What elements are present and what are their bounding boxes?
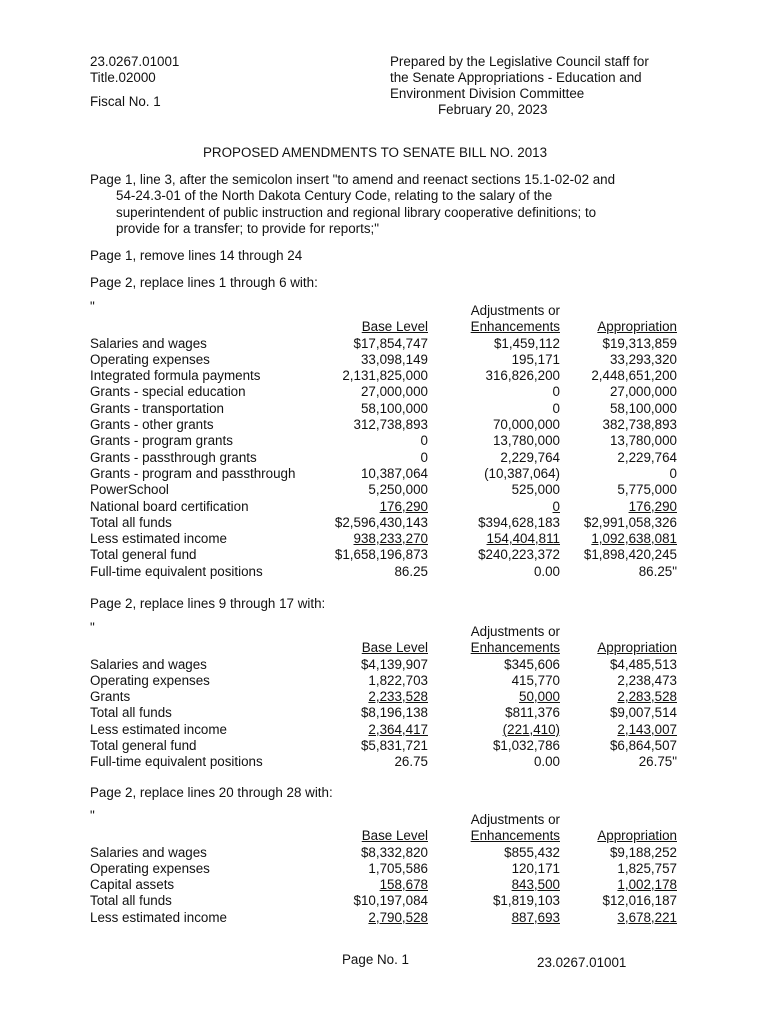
base-level-value: 176,290 xyxy=(379,498,428,514)
base-level-value: 2,131,825,000 xyxy=(342,368,428,384)
row-label: Full-time equivalent positions xyxy=(90,563,263,579)
base-level-value: $1,658,196,873 xyxy=(334,547,428,563)
row-label: Operating expenses xyxy=(90,672,210,688)
row-label: National board certification xyxy=(90,498,249,514)
row-label: Salaries and wages xyxy=(90,844,207,860)
table-row xyxy=(90,754,680,770)
appropriation-value: 58,100,000 xyxy=(609,400,677,416)
row-label: PowerSchool xyxy=(90,482,169,498)
appropriation-table xyxy=(90,299,680,580)
table-row xyxy=(90,547,680,563)
adjustment-value: 887,693 xyxy=(511,909,560,925)
adjustment-value: 316,826,200 xyxy=(485,368,560,384)
appropriation-value: 33,293,320 xyxy=(609,351,677,367)
adjustment-value: 415,770 xyxy=(511,672,560,688)
base-level-value: 2,233,528 xyxy=(368,689,428,705)
table-row xyxy=(90,531,680,547)
column-header-appropriation: Appropriation xyxy=(597,319,677,335)
table-row xyxy=(90,877,680,893)
base-level-value: $2,596,430,143 xyxy=(334,514,428,530)
column-header-appropriation: Appropriation xyxy=(597,828,677,844)
appropriation-value: 5,775,000 xyxy=(617,482,677,498)
appropriation-value: $9,188,252 xyxy=(609,844,677,860)
row-label: Total general fund xyxy=(90,738,197,754)
appropriation-value: $4,485,513 xyxy=(609,656,677,672)
opening-quote: " xyxy=(90,808,95,823)
amendment-paragraph xyxy=(90,172,650,237)
adjustment-value: 120,171 xyxy=(511,860,560,876)
row-label: Grants - program and passthrough xyxy=(90,465,296,481)
table-row xyxy=(90,722,680,738)
appropriation-value: 2,143,007 xyxy=(617,721,677,737)
base-level-value: $17,854,747 xyxy=(353,335,428,351)
adjustment-value: $394,628,183 xyxy=(478,514,560,530)
adjustment-value: 525,000 xyxy=(511,482,560,498)
base-level-value: $5,831,721 xyxy=(360,738,428,754)
paragraph-line: 54-24.3-01 of the North Dakota Century Code, relating to the salary of the xyxy=(116,188,553,204)
opening-quote: " xyxy=(90,299,95,314)
base-level-value: $8,332,820 xyxy=(360,844,428,860)
appropriation-value: $1,898,420,245 xyxy=(583,547,677,563)
column-header-adjustments-top: Adjustments or xyxy=(470,812,560,827)
appropriation-value: 1,825,757 xyxy=(617,860,677,876)
row-label: Less estimated income xyxy=(90,721,227,737)
row-label: Total all funds xyxy=(90,705,172,721)
row-label: Grants - transportation xyxy=(90,400,224,416)
amendment-instruction: Page 2, replace lines 20 through 28 with: xyxy=(90,785,333,800)
table-row xyxy=(90,352,680,368)
row-label: Less estimated income xyxy=(90,531,227,547)
table-row xyxy=(90,336,680,352)
adjustment-value: 0.00 xyxy=(533,563,560,579)
column-header-base-level: Base Level xyxy=(361,319,428,335)
table-row xyxy=(90,466,680,482)
adjustment-value: $1,459,112 xyxy=(493,335,560,351)
prepared-by-line: Environment Division Committee xyxy=(390,86,585,101)
column-header-adjustments-top: Adjustments or xyxy=(470,624,560,639)
table-row xyxy=(90,845,680,861)
appropriation-value: 1,002,178 xyxy=(617,877,677,893)
base-level-value: 26.75 xyxy=(394,754,428,770)
base-level-value: 27,000,000 xyxy=(360,384,428,400)
column-header-appropriation: Appropriation xyxy=(597,640,677,656)
row-label: Integrated formula payments xyxy=(90,368,261,384)
adjustment-value: 70,000,000 xyxy=(492,417,560,433)
base-level-value: 58,100,000 xyxy=(360,400,428,416)
page-number: Page No. 1 xyxy=(342,952,409,967)
appropriation-value: 1,092,638,081 xyxy=(591,531,677,547)
table-row xyxy=(90,861,680,877)
adjustment-value: 154,404,811 xyxy=(486,531,560,547)
base-level-value: 10,387,064 xyxy=(360,465,428,481)
footer-document-id: 23.0267.01001 xyxy=(537,955,627,970)
column-header-top xyxy=(90,812,680,828)
column-header-row xyxy=(90,828,680,844)
base-level-value: 312,738,893 xyxy=(353,417,428,433)
appropriation-value: 3,678,221 xyxy=(617,909,677,925)
base-level-value: 86.25 xyxy=(394,563,428,579)
row-label: Total all funds xyxy=(90,514,172,530)
appropriation-value: $2,991,058,326 xyxy=(583,514,677,530)
adjustment-value: 195,171 xyxy=(511,351,560,367)
column-header-enhancements: Enhancements xyxy=(470,828,560,844)
document-id: 23.0267.01001 xyxy=(90,54,180,69)
base-level-value: 2,364,417 xyxy=(368,721,428,737)
column-header-top xyxy=(90,303,680,319)
adjustment-value: 0 xyxy=(552,384,560,400)
column-header-base-level: Base Level xyxy=(361,828,428,844)
column-header-row xyxy=(90,319,680,335)
table-row xyxy=(90,673,680,689)
adjustment-value: 843,500 xyxy=(511,877,560,893)
appropriation-value: $9,007,514 xyxy=(609,705,677,721)
row-label: Grants xyxy=(90,689,131,705)
base-level-value: $4,139,907 xyxy=(360,656,428,672)
appropriation-value: 2,238,473 xyxy=(617,672,677,688)
appropriation-table xyxy=(90,808,680,926)
fiscal-number: Fiscal No. 1 xyxy=(90,94,161,109)
base-level-value: 33,098,149 xyxy=(360,351,428,367)
table-row xyxy=(90,689,680,705)
base-level-value: 1,705,586 xyxy=(368,860,428,876)
adjustment-value: 2,229,764 xyxy=(500,449,560,465)
adjustment-value: $345,606 xyxy=(504,656,560,672)
row-label: Total all funds xyxy=(90,893,172,909)
table-row xyxy=(90,657,680,673)
table-row xyxy=(90,705,680,721)
base-level-value: 0 xyxy=(420,449,428,465)
table-row xyxy=(90,564,680,580)
row-label: Capital assets xyxy=(90,877,175,893)
adjustment-value: $1,032,786 xyxy=(492,738,560,754)
row-label: Less estimated income xyxy=(90,909,227,925)
row-label: Salaries and wages xyxy=(90,335,207,351)
adjustment-value: (10,387,064) xyxy=(484,465,560,481)
table-row xyxy=(90,401,680,417)
table-row xyxy=(90,499,680,515)
table-row xyxy=(90,910,680,926)
base-level-value: 938,233,270 xyxy=(353,531,428,547)
base-level-value: 2,790,528 xyxy=(368,909,428,925)
paragraph-line: provide for a transfer; to provide for reports;" xyxy=(116,220,380,236)
table-row xyxy=(90,738,680,754)
row-label: Grants - other grants xyxy=(90,417,214,433)
column-header-enhancements: Enhancements xyxy=(470,319,560,335)
appropriation-value: 0 xyxy=(669,465,677,481)
appropriation-value: 2,448,651,200 xyxy=(591,368,677,384)
table-row xyxy=(90,433,680,449)
adjustment-value: $811,376 xyxy=(505,705,560,721)
row-label: Operating expenses xyxy=(90,860,210,876)
table-row xyxy=(90,384,680,400)
prepared-by-line: the Senate Appropriations - Education and xyxy=(390,70,642,85)
table-row xyxy=(90,368,680,384)
appropriation-value: 2,283,528 xyxy=(617,689,677,705)
prepared-by-line: Prepared by the Legislative Council staff for xyxy=(390,54,649,69)
appropriation-value: 176,290 xyxy=(628,498,677,514)
adjustment-value: 0.00 xyxy=(533,754,560,770)
row-label: Grants - special education xyxy=(90,384,246,400)
table-row xyxy=(90,417,680,433)
document-title: PROPOSED AMENDMENTS TO SENATE BILL NO. 2013 xyxy=(203,145,548,160)
amendment-instruction: Page 2, replace lines 1 through 6 with: xyxy=(90,275,318,290)
appropriation-value: $12,016,187 xyxy=(602,893,677,909)
column-header-top xyxy=(90,624,680,640)
adjustment-value: $240,223,372 xyxy=(478,547,560,563)
amendment-instruction: Page 2, replace lines 9 through 17 with: xyxy=(90,596,326,611)
row-label: Grants - passthrough grants xyxy=(90,449,257,465)
amendment-instruction: Page 1, remove lines 14 through 24 xyxy=(90,248,303,263)
appropriation-value: 382,738,893 xyxy=(602,417,677,433)
column-header-adjustments-top: Adjustments or xyxy=(470,303,560,318)
paragraph-line: Page 1, line 3, after the semicolon insert "to amend and reenact sections 15.1-02-02 and xyxy=(90,172,616,187)
document-date: February 20, 2023 xyxy=(438,102,548,117)
adjustment-value: (221,410) xyxy=(502,721,560,737)
adjustment-value: 50,000 xyxy=(519,689,560,705)
adjustment-value: $1,819,103 xyxy=(492,893,560,909)
row-label: Salaries and wages xyxy=(90,656,207,672)
base-level-value: 1,822,703 xyxy=(368,672,428,688)
appropriation-value: 27,000,000 xyxy=(609,384,677,400)
table-row xyxy=(90,482,680,498)
title-number: Title.02000 xyxy=(90,70,156,85)
column-header-row xyxy=(90,640,680,656)
appropriation-value: $6,864,507 xyxy=(609,738,677,754)
table-row xyxy=(90,893,680,909)
appropriation-value: 2,229,764 xyxy=(617,449,677,465)
base-level-value: $10,197,084 xyxy=(353,893,428,909)
row-label: Grants - program grants xyxy=(90,433,233,449)
adjustment-value: $855,432 xyxy=(504,844,560,860)
row-label: Operating expenses xyxy=(90,351,210,367)
adjustment-value: 0 xyxy=(552,400,560,416)
appropriation-value: 26.75" xyxy=(638,754,677,770)
row-label: Full-time equivalent positions xyxy=(90,754,263,770)
column-header-base-level: Base Level xyxy=(361,640,428,656)
base-level-value: $8,196,138 xyxy=(360,705,428,721)
column-header-enhancements: Enhancements xyxy=(470,640,560,656)
adjustment-value: 13,780,000 xyxy=(492,433,560,449)
base-level-value: 5,250,000 xyxy=(368,482,428,498)
appropriation-value: 13,780,000 xyxy=(609,433,677,449)
appropriation-value: 86.25" xyxy=(638,563,677,579)
opening-quote: " xyxy=(90,620,95,635)
appropriation-value: $19,313,859 xyxy=(602,335,677,351)
table-row xyxy=(90,515,680,531)
adjustment-value: 0 xyxy=(552,498,560,514)
base-level-value: 158,678 xyxy=(379,877,428,893)
base-level-value: 0 xyxy=(420,433,428,449)
row-label: Total general fund xyxy=(90,547,197,563)
appropriation-table xyxy=(90,620,680,771)
paragraph-line: superintendent of public instruction and regional library cooperative definitions; to xyxy=(116,204,597,220)
table-row xyxy=(90,450,680,466)
